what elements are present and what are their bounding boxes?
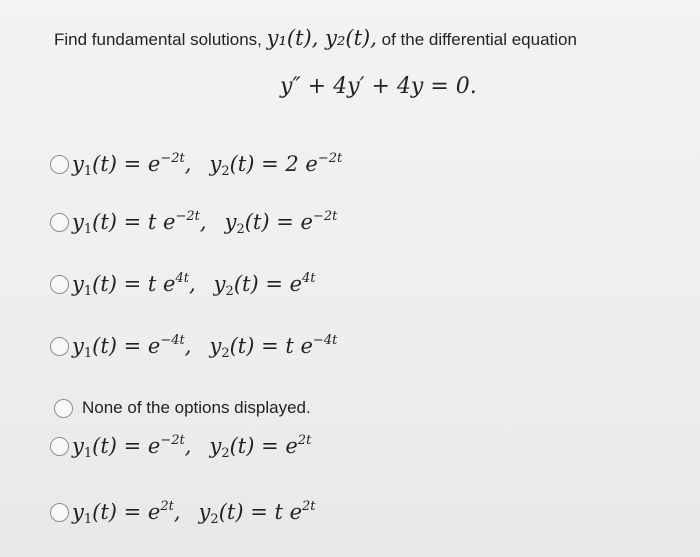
- answer-option-5[interactable]: [50, 388, 311, 428]
- option-4-expression: $y_1(t) = e^{-4t}$, $y_2(t) = t$ $e^{-4t}$: [72, 333, 338, 361]
- radio-button[interactable]: [50, 337, 69, 356]
- radio-button[interactable]: [54, 399, 73, 418]
- prompt-text: Find fundamental solutions,: [54, 30, 262, 49]
- answer-option-7[interactable]: [50, 492, 316, 532]
- answer-option-3[interactable]: [50, 264, 316, 304]
- question-prompt: [54, 26, 577, 50]
- answer-option-4[interactable]: [50, 326, 337, 366]
- radio-button[interactable]: [50, 275, 69, 294]
- radio-button[interactable]: [50, 155, 69, 174]
- option-3-expression: $y_1(t) = t$ $e^{4t}$, $y_2(t) = e^{4t}$: [72, 271, 316, 299]
- option-6-expression: $y_1(t) = e^{-2t}$, $y_2(t) = e^{2t}$: [72, 433, 312, 461]
- answer-option-6[interactable]: [50, 426, 311, 466]
- differential-equation: y″ + 4y′ + 4y = 0.: [280, 74, 477, 99]
- option-2-expression: $y_1(t) = t$ $e^{-2t}$, $y_2(t) = e^{-2t}$: [72, 209, 338, 237]
- solutions-label: y₁(t), y₂(t),: [266, 26, 377, 50]
- radio-button[interactable]: [50, 437, 69, 456]
- radio-button[interactable]: [50, 503, 69, 522]
- option-1-expression: $y_1(t) = e^{-2t}$, $y_2(t) = 2$ $e^{-2t}$: [72, 151, 343, 179]
- option-5-text: None of the options displayed.: [82, 398, 311, 417]
- answer-option-2[interactable]: [50, 202, 337, 242]
- radio-button[interactable]: [50, 213, 69, 232]
- option-7-expression: $y_1(t) = e^{2t}$, $y_2(t) = t$ $e^{2t}$: [72, 499, 316, 527]
- answer-option-1[interactable]: [50, 144, 342, 184]
- prompt-tail: of the differential equation: [381, 30, 577, 49]
